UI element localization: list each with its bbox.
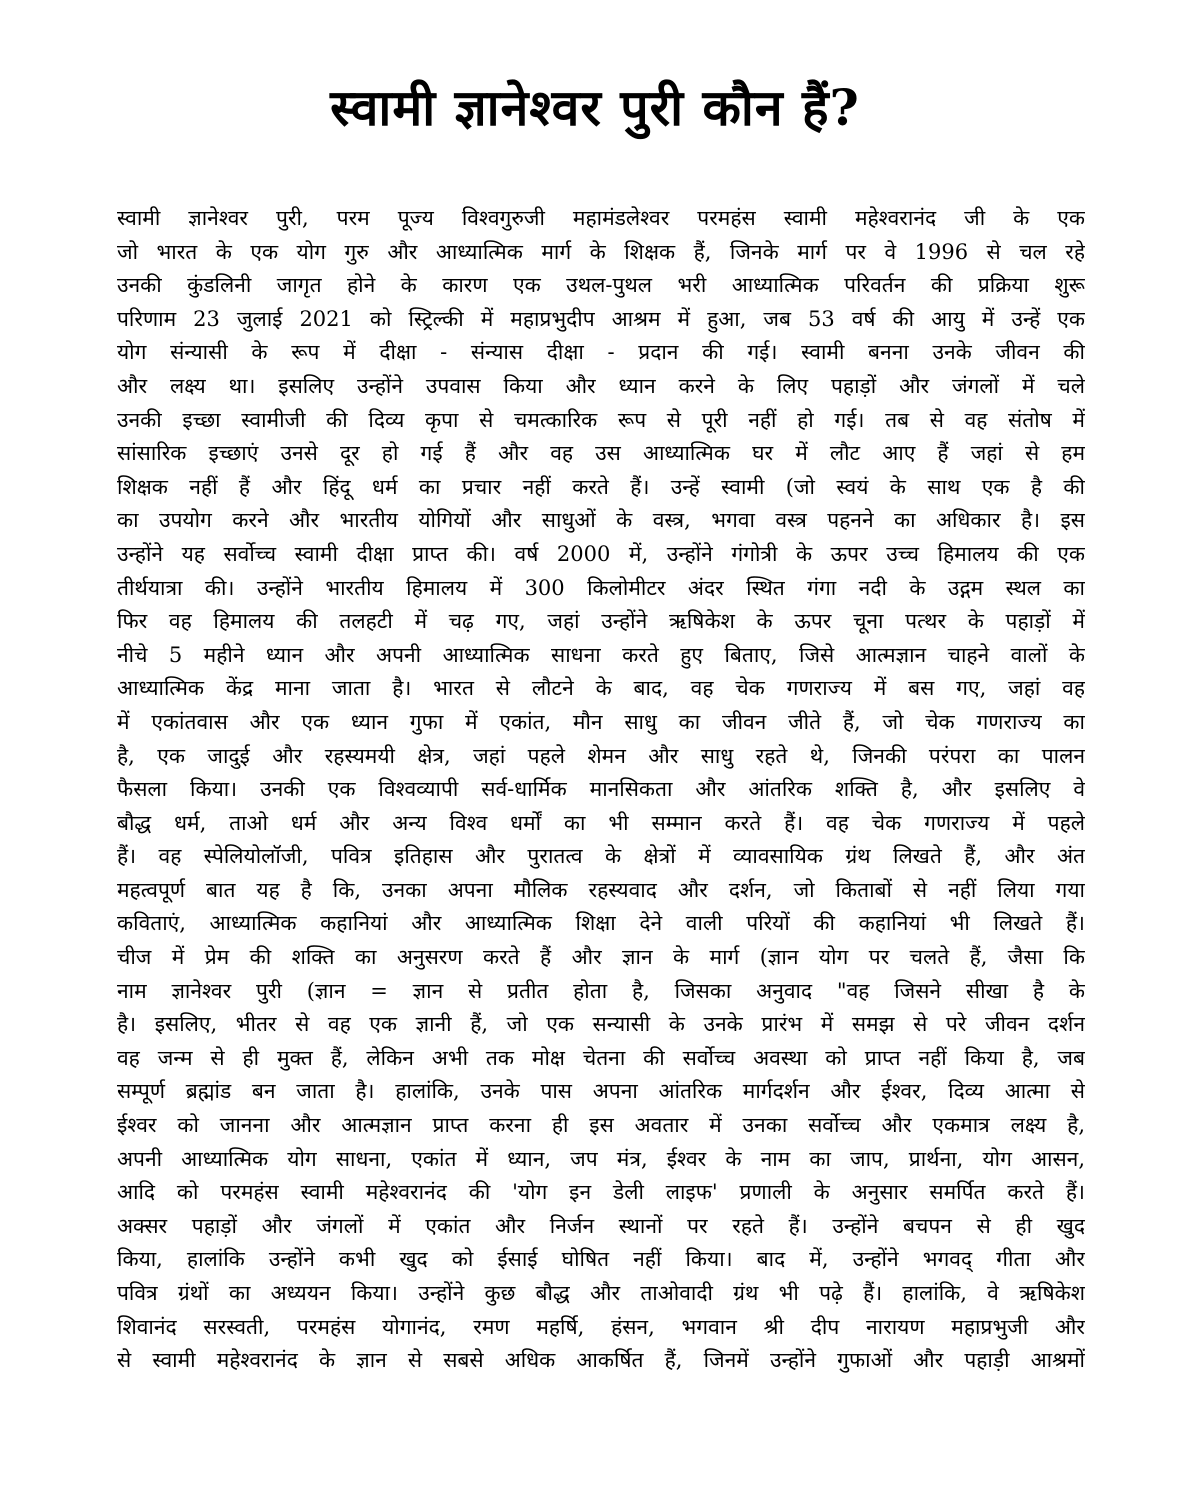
- text-line: अक्सर पहाड़ों और जंगलों में एकांत और निर्जन स्थानों पर रहते हैं। उन्होंने बचपन से ही खुद: [117, 1213, 1085, 1238]
- text-line: और लक्ष्य था। इसलिए उन्होंने उपवास किया और ध्यान करने के लिए पहाड़ों और जंगलों में चले: [117, 373, 1085, 398]
- text-line: से स्वामी महेश्वरानंद के ज्ञान से सबसे अधिक आकर्षित हैं, जिनमें उन्होंने गुफाओं और पहाड़ी आश्रमों: [117, 1348, 1085, 1373]
- text-line: उनकी इच्छा स्वामीजी की दिव्य कृपा से चमत्कारिक रूप से पूरी नहीं हो गई। तब से वह संतोष में: [117, 407, 1085, 432]
- text-line: उनकी कुंडलिनी जागृत होने के कारण एक उथल-पुथल भरी आध्यात्मिक परिवर्तन की प्रक्रिया शुरू: [117, 273, 1085, 298]
- text-line: आध्यात्मिक केंद्र माना जाता है। भारत से लौटने के बाद, वह चेक गणराज्य में बस गए, जहां वह: [117, 676, 1085, 701]
- text-line: ईश्वर को जानना और आत्मज्ञान प्राप्त करना ही इस अवतार में उनका सर्वोच्च और एकमात्र लक्ष्य है,: [117, 1113, 1085, 1138]
- text-line: नीचे 5 महीने ध्यान और अपनी आध्यात्मिक साधना करते हुए बिताए, जिसे आत्मज्ञान चाहने वालों के: [117, 642, 1085, 667]
- text-line: हैं। वह स्पेलियोलॉजी, पवित्र इतिहास और पुरातत्व के क्षेत्रों में व्यावसायिक ग्रंथ लिखते हैं, और अंत: [117, 844, 1085, 869]
- text-line: वह जन्म से ही मुक्त हैं, लेकिन अभी तक मोक्ष चेतना की सर्वोच्च अवस्था को प्राप्त नहीं किया है, जब: [117, 1045, 1085, 1070]
- text-line: है। इसलिए, भीतर से वह एक ज्ञानी हैं, जो एक सन्यासी के उनके प्रारंभ में समझ से परे जीवन दर्शन: [117, 1012, 1085, 1037]
- text-line: महत्वपूर्ण बात यह है कि, उनका अपना मौलिक रहस्यवाद और दर्शन, जो किताबों से नहीं लिया गया: [117, 877, 1085, 902]
- text-line: कविताएं, आध्यात्मिक कहानियां और आध्यात्मिक शिक्षा देने वाली परियों की कहानियां भी लिखते हैं।: [117, 911, 1085, 936]
- text-line: सांसारिक इच्छाएं उनसे दूर हो गई हैं और वह उस आध्यात्मिक घर में लौट आए हैं जहां से हम: [117, 441, 1085, 466]
- text-line: शिक्षक नहीं हैं और हिंदू धर्म का प्रचार नहीं करते हैं। उन्हें स्वामी (जो स्वयं के साथ एक है की: [117, 474, 1085, 499]
- body-text: [117, 202, 1085, 1378]
- text-line: उन्होंने यह सर्वोच्च स्वामी दीक्षा प्राप्त की। वर्ष 2000 में, उन्होंने गंगोत्री के ऊपर उच्च हिमालय की एक: [117, 541, 1085, 566]
- text-line: अपनी आध्यात्मिक योग साधना, एकांत में ध्यान, जप मंत्र, ईश्वर के नाम का जाप, प्रार्थना, योग आसन,: [117, 1146, 1085, 1171]
- text-line: चीज में प्रेम की शक्ति का अनुसरण करते हैं और ज्ञान के मार्ग (ज्ञान योग पर चलते हैं, जैसा कि: [117, 945, 1085, 970]
- text-line: परिणाम 23 जुलाई 2021 को स्ट्रिल्की में महाप्रभुदीप आश्रम में हुआ, जब 53 वर्ष की आयु में उन्हें एक: [117, 306, 1085, 331]
- text-line: योग संन्यासी के रूप में दीक्षा - संन्यास दीक्षा - प्रदान की गई। स्वामी बनना उनके जीवन की: [117, 340, 1085, 365]
- text-line: जो भारत के एक योग गुरु और आध्यात्मिक मार्ग के शिक्षक हैं, जिनके मार्ग पर वे 1996 से चल रहे: [117, 239, 1085, 264]
- text-line: शिवानंद सरस्वती, परमहंस योगानंद, रमण महर्षि, हंसन, भगवान श्री दीप नारायण महाप्रभुजी और: [117, 1314, 1085, 1339]
- text-line: फैसला किया। उनकी एक विश्वव्यापी सर्व-धार्मिक मानसिकता और आंतरिक शक्ति है, और इसलिए वे: [117, 777, 1085, 802]
- text-line: सम्पूर्ण ब्रह्मांड बन जाता है। हालांकि, उनके पास अपना आंतरिक मार्गदर्शन और ईश्वर, दिव्य आत्मा से: [117, 1079, 1085, 1104]
- text-line: में एकांतवास और एक ध्यान गुफा में एकांत, मौन साधु का जीवन जीते हैं, जो चेक गणराज्य का: [117, 709, 1085, 734]
- text-line: तीर्थयात्रा की। उन्होंने भारतीय हिमालय में 300 किलोमीटर अंदर स्थित गंगा नदी के उद्गम स्थल का: [117, 575, 1085, 600]
- text-line: आदि को परमहंस स्वामी महेश्वरानंद की 'योग इन डेली लाइफ' प्रणाली के अनुसार समर्पित करते हैं।: [117, 1180, 1085, 1205]
- text-line: स्वामी ज्ञानेश्वर पुरी, परम पूज्य विश्वगुरुजी महामंडलेश्वर परमहंस स्वामी महेश्वरानंद जी के एक: [117, 206, 1085, 230]
- text-line: बौद्ध धर्म, ताओ धर्म और अन्य विश्व धर्मों का भी सम्मान करते हैं। वह चेक गणराज्य में पहले: [117, 810, 1085, 835]
- text-line: फिर वह हिमालय की तलहटी में चढ़ गए, जहां उन्होंने ऋषिकेश के ऊपर चूना पत्थर के पहाड़ों में: [117, 609, 1085, 634]
- text-line: का उपयोग करने और भारतीय योगियों और साधुओं के वस्त्र, भगवा वस्त्र पहनने का अधिकार है। इस: [117, 508, 1085, 533]
- text-line: किया, हालांकि उन्होंने कभी खुद को ईसाई घोषित नहीं किया। बाद में, उन्होंने भगवद् गीता और: [117, 1247, 1085, 1272]
- text-line: है, एक जादुई और रहस्यमयी क्षेत्र, जहां पहले शेमन और साधु रहते थे, जिनकी परंपरा का पालन: [117, 743, 1085, 768]
- text-line: पवित्र ग्रंथों का अध्ययन किया। उन्होंने कुछ बौद्ध और ताओवादी ग्रंथ भी पढ़े हैं। हालांकि, वे ऋषिकेश: [117, 1281, 1085, 1305]
- page-title: स्वामी ज्ञानेश्वर पुरी कौन हैं?: [330, 78, 860, 137]
- text-line: नाम ज्ञानेश्वर पुरी (ज्ञान = ज्ञान से प्रतीत होता है, जिसका अनुवाद "वह जिसने सीखा है के: [117, 978, 1085, 1003]
